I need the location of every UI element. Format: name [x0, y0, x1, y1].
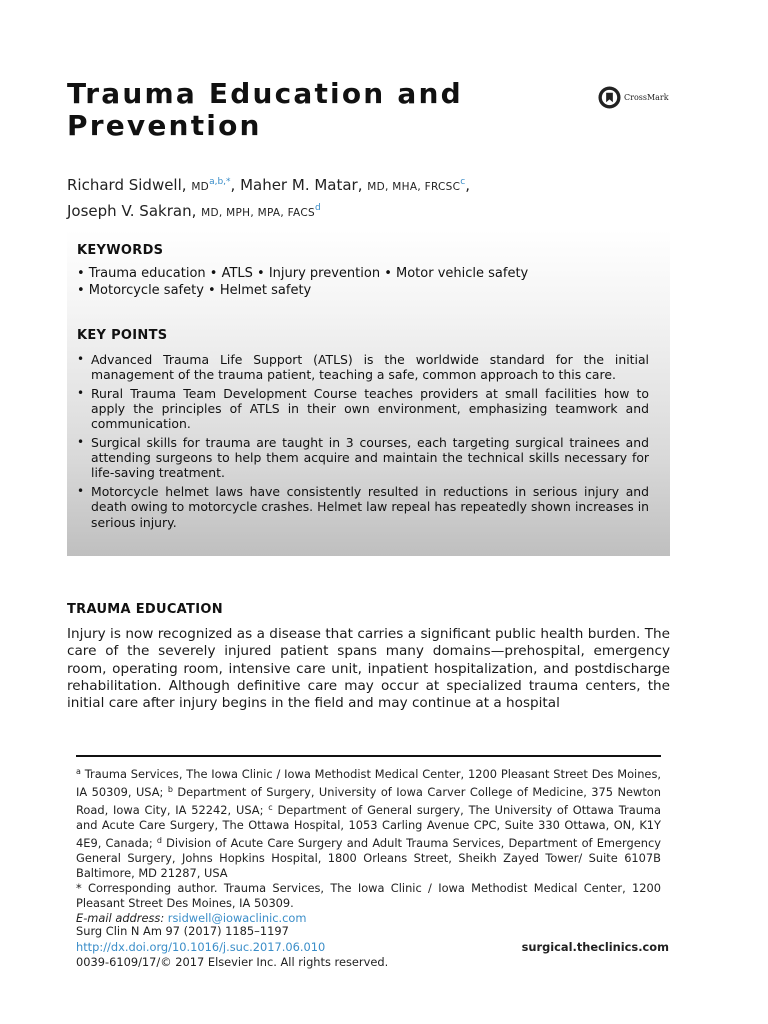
affiliation-marker: d [156, 836, 162, 845]
email-link[interactable]: rsidwell@iowaclinic.com [167, 911, 307, 925]
footnote-divider [76, 755, 661, 757]
affiliation-text: Trauma Services, The Iowa Clinic / Iowa Methodist Medical Center, 1200 Pleasant Street Des Moines, IA 50309, USA; [76, 767, 661, 799]
journal-site: surgical.theclinics.com [521, 940, 669, 954]
key-point [77, 386, 649, 432]
separator: , [465, 176, 470, 194]
author-degree: MD, MPH, MPA, FACS [201, 207, 315, 219]
key-point [77, 435, 649, 481]
affiliation-marker[interactable]: d [314, 203, 321, 213]
affiliation-text: Division of Acute Care Surgery and Adult Trauma Services, Department of Emergency General Surgery, Johns Hopkins Hospital, 1800 Orleans Street, Sheikh Zayed Tower/ Suite 6107B Baltimore, MD 21287, USA [76, 836, 661, 880]
bullet-icon: • [77, 385, 85, 400]
affiliation-marker: b [167, 785, 173, 794]
article-title: Trauma Education and Prevention [67, 77, 463, 142]
key-point [77, 484, 649, 530]
keywords-line: • Motorcycle safety • Helmet safety [77, 283, 312, 298]
journal-citation: Surg Clin N Am 97 (2017) 1185–1197 [76, 924, 289, 938]
keywords-keypoints-box [67, 230, 670, 556]
author-line-1 [67, 172, 687, 198]
key-point-text: Motorcycle helmet laws have consistently resulted in reductions in serious injury and death owing to motorcycle crashes. Helmet law repeal has repeatedly shown increases in serious injury. [91, 484, 649, 530]
footnotes [76, 764, 661, 926]
author-name: , Maher M. Matar, [230, 176, 363, 194]
affiliations [76, 764, 661, 881]
key-point-text: Surgical skills for trauma are taught in 3 courses, each targeting surgical trainees and attending surgeons to help them acquire and maintain the technical skills necessary for life-saving treatment. [91, 435, 649, 481]
key-points-heading: KEY POINTS [77, 328, 168, 343]
author-name: Richard Sidwell, [67, 176, 187, 194]
affiliation-text: Department of Surgery, University of Iowa Carver College of Medicine, 375 Newton Road, Iowa City, IA 52242, USA; [76, 785, 661, 817]
bullet-icon: • [77, 484, 85, 499]
key-points-list [77, 352, 649, 533]
affiliation-marker[interactable]: c [460, 177, 466, 187]
crossmark-icon [598, 86, 621, 109]
author-list [67, 172, 687, 224]
doi-link[interactable]: http://dx.doi.org/10.1016/j.suc.2017.06.010 [76, 939, 326, 954]
citation-block [76, 924, 388, 971]
copyright: 0039-6109/17/© 2017 Elsevier Inc. All rights reserved. [76, 955, 389, 969]
email-label: E-mail address: [76, 911, 165, 925]
bullet-icon: • [77, 352, 85, 366]
bullet-icon: • [77, 435, 85, 450]
affiliation-marker[interactable]: a,b,* [209, 177, 231, 187]
author-line-2 [67, 198, 687, 224]
key-point-text: Advanced Trauma Life Support (ATLS) is the worldwide standard for the initial management of the trauma patient, teaching a safe, common approach to this care. [91, 352, 649, 383]
corresponding-author: * Corresponding author. Trauma Services, The Iowa Clinic / Iowa Methodist Medical Center, 1200 Pleasant Street Des Moines, IA 50309. [76, 881, 661, 910]
author-degree: MD [191, 181, 210, 193]
affiliation-marker: c [268, 803, 273, 812]
author-degree: MD, MHA, FRCSC [367, 181, 461, 193]
affiliation-text: Department of General surgery, The University of Ottawa Trauma and Acute Care Surgery, The Ottawa Hospital, 1053 Carling Avenue CPC, Suite 330 Ottawa, ON, K1Y 4E9, Canada; [76, 803, 661, 850]
keywords-heading: KEYWORDS [77, 243, 164, 258]
keywords-line: • Trauma education • ATLS • Injury prevention • Motor vehicle safety [77, 266, 529, 281]
crossmark-badge[interactable] [598, 85, 678, 109]
crossmark-label: CrossMark [624, 92, 669, 102]
section-heading: TRAUMA EDUCATION [67, 602, 223, 617]
key-point-text: Rural Trauma Team Development Course teaches providers at small facilities how to apply the principles of ATLS in their own environment, emphasizing teamwork and communication. [91, 385, 649, 432]
affiliation-marker: a [76, 767, 81, 776]
author-name: Joseph V. Sakran, [67, 202, 197, 220]
body-paragraph: Injury is now recognized as a disease that carries a significant public health burden. The care of the severely injured patient spans many domains—prehospital, emergency room, operating room, intensive care unit, inpatient hospitalization, and postdischarge rehabilitation. Although definitive care may occur at specialized trauma centers, the initial care after injury begins in the field and may continue at a hospital [67, 626, 670, 712]
key-point [77, 352, 649, 382]
